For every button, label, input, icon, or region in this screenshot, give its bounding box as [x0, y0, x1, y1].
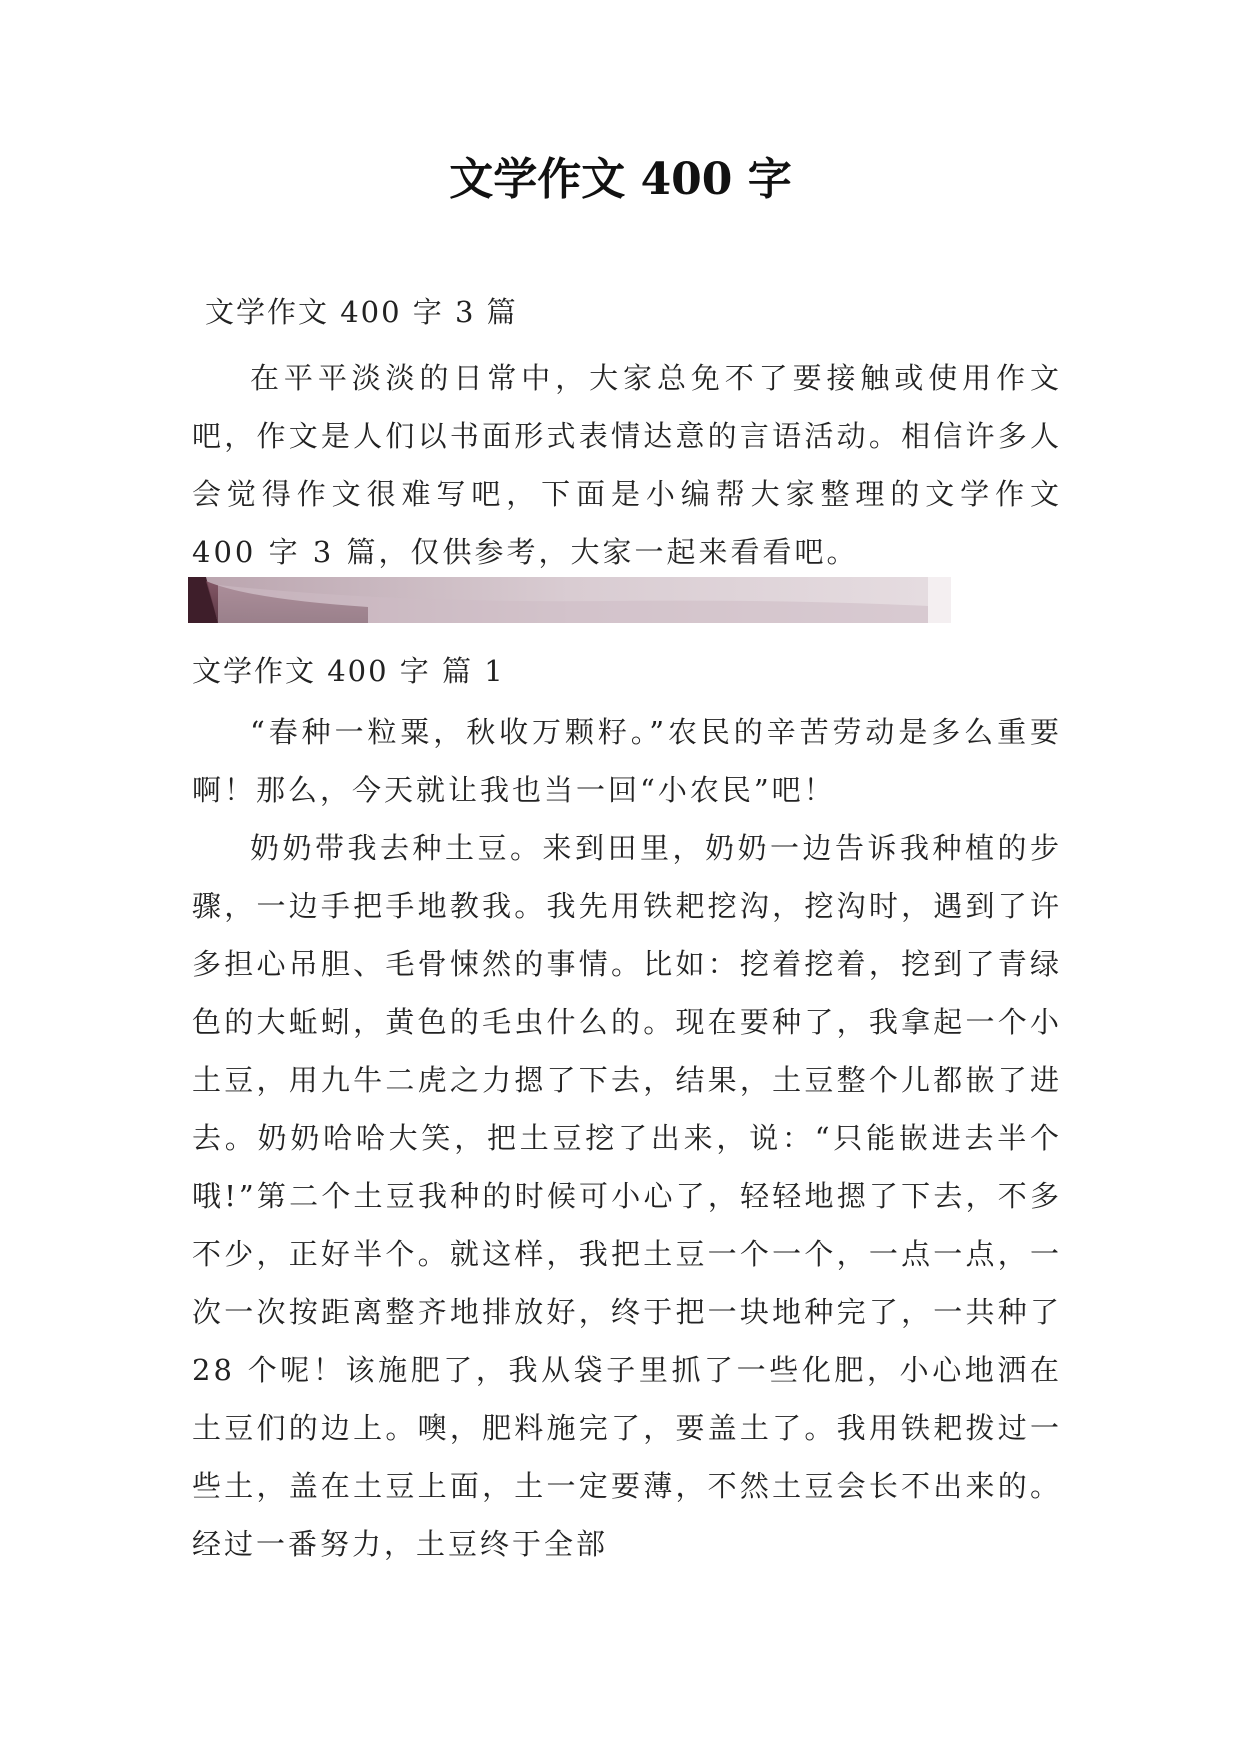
- body-paragraph: 奶奶带我去种土豆。来到田里，奶奶一边告诉我种植的步骤，一边手把手地教我。我先用铁耙挖沟，挖沟时，遇到了许多担心吊胆、毛骨悚然的事情。比如：挖着挖着，挖到了青绿色的大蚯蚓，黄色的毛虫什么的。现在要种了，我拿起一个小土豆，用九牛二虎之力摁了下去，结果，土豆整个儿都嵌了进去。奶奶哈哈大笑，把土豆挖了出来，说：“只能嵌进去半个哦!”第二个土豆我种的时候可小心了，轻轻地摁了下去，不多不少，正好半个。就这样，我把土豆一个一个，一点一点，一次一次按距离整齐地排放好，终于把一块地种完了，一共种了 28 个呢！该施肥了，我从袋子里抓了一些化肥，小心地洒在土豆们的边上。噢，肥料施完了，要盖土了。我用铁耙拨过一些土，盖在土豆上面，土一定要薄，不然土豆会长不出来的。经过一番努力，土豆终于全部: [192, 831, 1062, 1561]
- banner-image-graphic: [188, 577, 951, 623]
- body-paragraph: “春种一粒粟，秋收万颗籽。”农民的辛苦劳动是多么重要啊！那么，今天就让我也当一回“小农民”吧！: [192, 715, 1062, 807]
- page-title: 文学作文 400 字: [449, 154, 792, 205]
- intro-paragraph: 在平平淡淡的日常中，大家总免不了要接触或使用作文吧，作文是人们以书面形式表情达意的言语活动。相信许多人会觉得作文很难写吧，下面是小编帮大家整理的文学作文 400 字 3 篇，仅供参考，大家一起来看看吧。: [192, 361, 1062, 569]
- banner-image: [188, 577, 951, 623]
- section-heading: 文学作文 400 字 篇 1: [192, 654, 505, 688]
- document-subtitle: 文学作文 400 字 3 篇: [205, 295, 518, 329]
